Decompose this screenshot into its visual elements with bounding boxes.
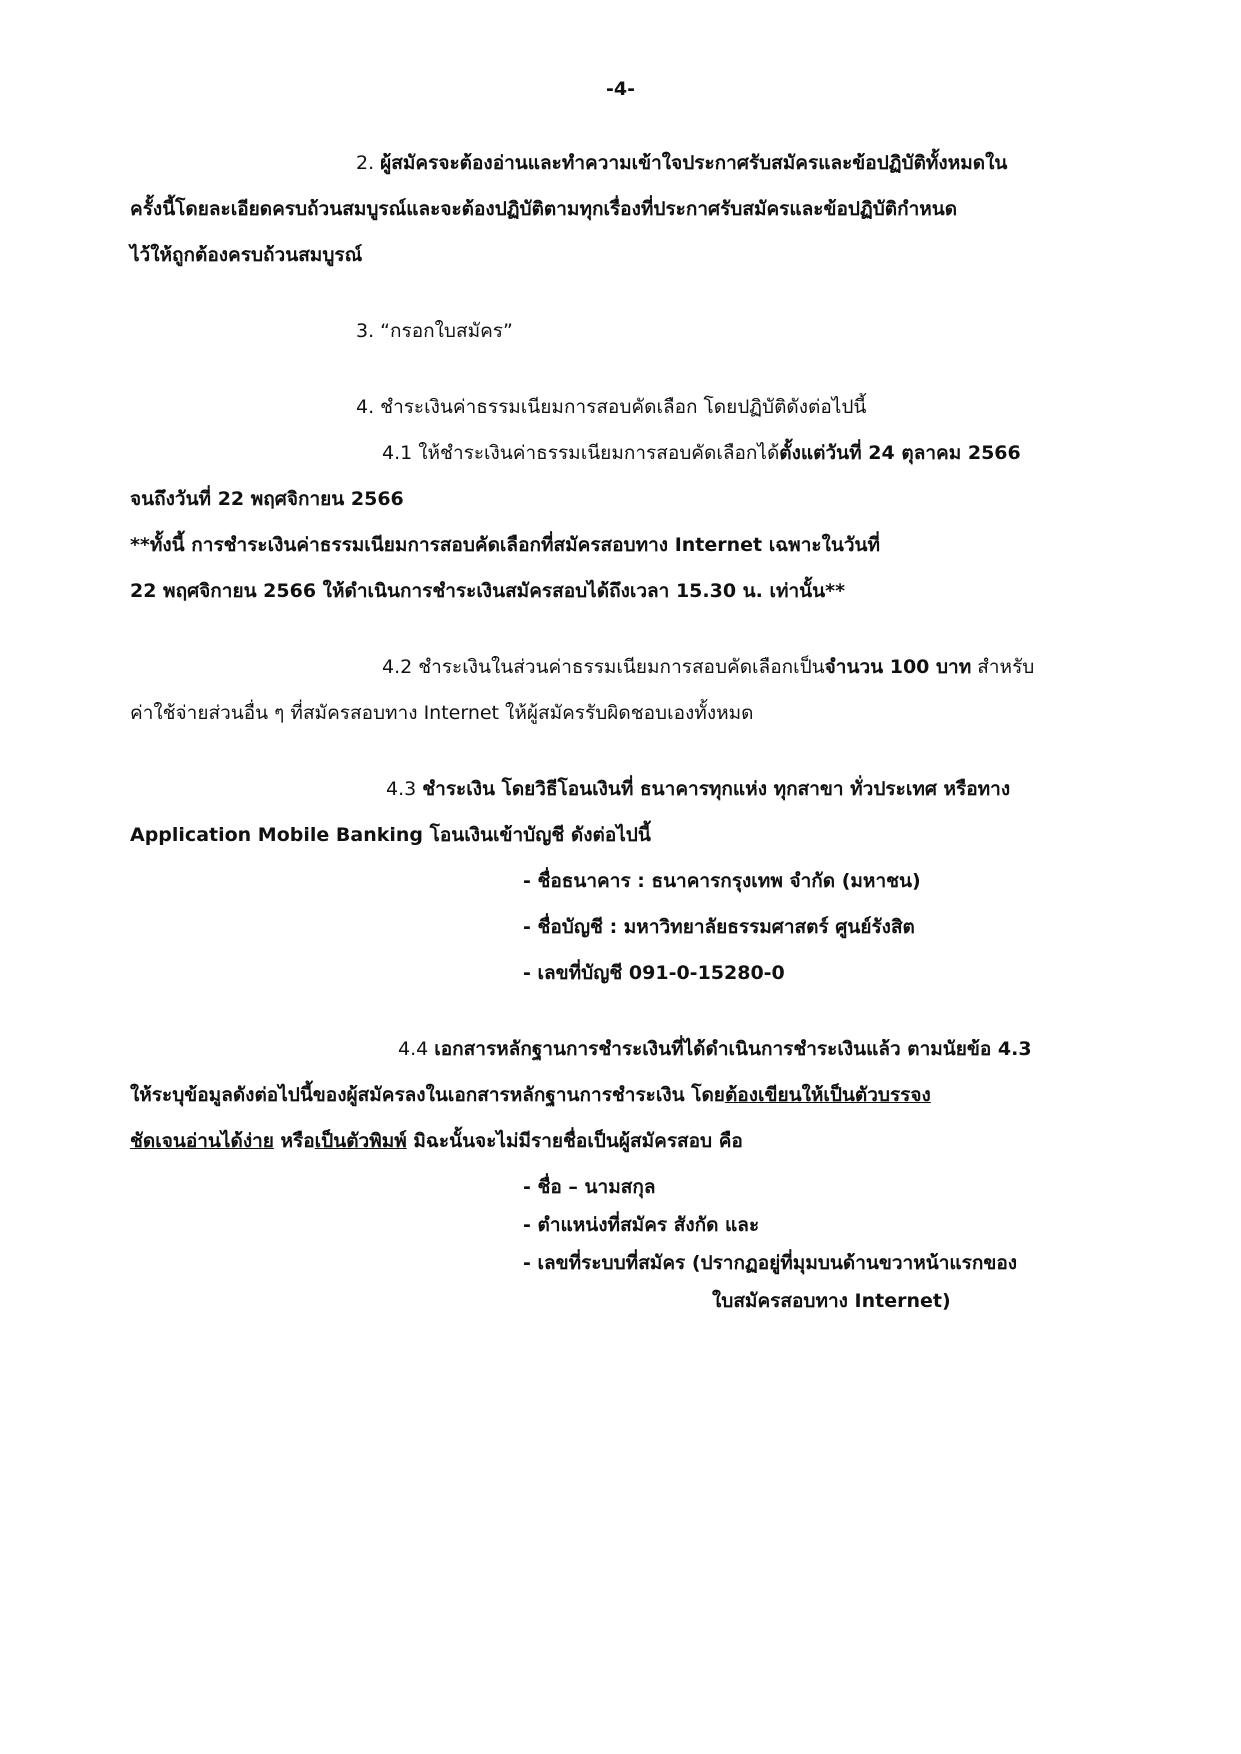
p42-prefix: 4.2 ชำระเงินในส่วนค่าธรรมเนียมการสอบคัดเลือกเป็น	[382, 656, 825, 678]
section2-line2: ครั้งนี้โดยละเอียดครบถ้วนสมบูรณ์และจะต้องปฏิบัติตามทุกเรื่องที่ประกาศรับสมัครและข้อปฏิบัติกำหนด	[130, 198, 958, 220]
p41-prefix: 4.1 ให้ชำระเงินค่าธรรมเนียมการสอบคัดเลือกได้	[382, 442, 780, 464]
note-line2: 22 พฤศจิกายน 2566 ให้ดำเนินการชำระเงินสมัครสอบได้ถึงเวลา 15.30 น. เท่านั้น**	[130, 580, 846, 602]
info-system-number-item: - เลขที่ระบบที่สมัคร (ปรากฏอยู่ที่มุมบนด้านขวาหน้าแรกของ	[523, 1252, 1018, 1274]
section3-heading: 3. “กรอกใบสมัคร”	[356, 320, 513, 342]
p44-number: 4.4	[398, 1038, 435, 1060]
page-number: -4-	[606, 78, 635, 100]
p44-line3	[130, 1128, 743, 1154]
p42-line2: ค่าใช้จ่ายส่วนอื่น ๆ ที่สมัครสอบทาง Internet ให้ผู้สมัครรับผิดชอบเองทั้งหมด	[130, 702, 754, 724]
account-number-item: - เลขที่บัญชี 091-0-15280-0	[523, 962, 785, 984]
p42-suffix: สำหรับ	[971, 656, 1035, 678]
p43-text: ชำระเงิน โดยวิธีโอนเงินที่ ธนาคารทุกแห่ง ทุกสาขา ทั่วประเทศ หรือทาง	[422, 778, 1011, 800]
section4-heading: 4. ชำระเงินค่าธรรมเนียมการสอบคัดเลือก โดยปฏิบัติดังต่อไปนี้	[356, 396, 867, 418]
p43-line2: Application Mobile Banking โอนเงินเข้าบัญชี ดังต่อไปนี้	[130, 824, 651, 846]
p42-line1	[382, 654, 1034, 680]
info-position-item: - ตำแหน่งที่สมัคร สังกัด และ	[523, 1214, 760, 1236]
section2-line1	[356, 150, 1007, 176]
bank-name-item: - ชื่อธนาคาร : ธนาคารกรุงเทพ จำกัด (มหาชน)	[523, 870, 921, 892]
section2-line3: ไว้ให้ถูกต้องครบถ้วนสมบูรณ์	[130, 244, 363, 266]
p41-date-start: ตั้งแต่วันที่ 24 ตุลาคม 2566	[779, 442, 1021, 464]
account-name-item: - ชื่อบัญชี : มหาวิทยาลัยธรรมศาสตร์ ศูนย์รังสิต	[523, 916, 915, 938]
p44-line2-underlined: ต้องเขียนให้เป็นตัวบรรจง	[724, 1084, 931, 1106]
info-system-number-cont: ใบสมัครสอบทาง Internet)	[712, 1290, 951, 1312]
p41-line2: จนถึงวันที่ 22 พฤศจิกายน 2566	[130, 488, 404, 510]
p44-line2-text: ให้ระบุข้อมูลดังต่อไปนี้ของผู้สมัครลงในเอกสารหลักฐานการชำระเงิน โดย	[130, 1084, 725, 1106]
p44-underlined-typed: เป็นตัวพิมพ์	[314, 1130, 407, 1152]
p44-line3-end: มิฉะนั้นจะไม่มีรายชื่อเป็นผู้สมัครสอบ คือ	[406, 1130, 743, 1152]
note-line1: **ทั้งนี้ การชำระเงินค่าธรรมเนียมการสอบคัดเลือกที่สมัครสอบทาง Internet เฉพาะในวันที่	[130, 534, 881, 556]
section2-text: ผู้สมัครจะต้องอ่านและทำความเข้าใจประกาศรับสมัครและข้อปฏิบัติทั้งหมดใน	[380, 152, 1008, 174]
p43-line1	[386, 776, 1010, 802]
info-name-item: - ชื่อ – นามสกุล	[523, 1176, 656, 1198]
p42-amount: จำนวน 100 บาท	[824, 656, 972, 678]
p44-line2	[130, 1082, 931, 1108]
p44-underlined-clear: ชัดเจนอ่านได้ง่าย	[130, 1130, 274, 1152]
p44-text: เอกสารหลักฐานการชำระเงินที่ได้ดำเนินการชำระเงินแล้ว ตามนัยข้อ 4.3	[434, 1038, 1032, 1060]
p44-line1	[398, 1036, 1032, 1062]
p41-line1	[382, 440, 1021, 466]
section2-number: 2.	[356, 152, 381, 174]
p43-number: 4.3	[386, 778, 423, 800]
p44-or: หรือ	[273, 1130, 315, 1152]
